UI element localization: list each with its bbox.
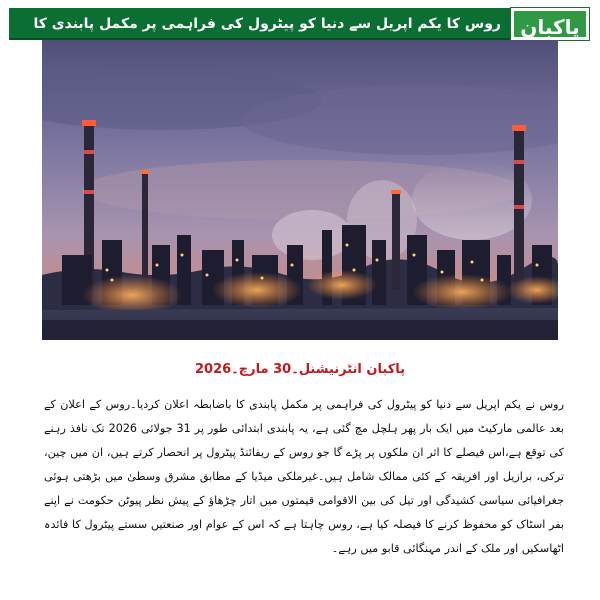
dateline: پاکبان انٹرنیشنل۔30 مارچ۔2026 xyxy=(194,362,406,377)
article-body: روس نے یکم اپریل سے دنیا کو پیٹرول کی فراہمی پر مکمل پابندی کا باضابطہ اعلان کردیا۔روس کے اعلان کے بعد عالمی مارکیٹ میں ایک بار پھر ہلچل مچ گئی ہے، یہ پابندی ابتدائی طور پر 31 جولائی 2026 تک نافذ رہنے کی توقع ہے،اس فیصلے کا اثر ان ملکوں پر پڑے گا جو روس کے ریفائنڈ پیٹرول پر انحصار کرتے ہیں، ان میں چین، ترکی، برازیل اور افریقہ کے کئی ممالک شامل ہیں۔غیرملکی میڈیا کے مطابق مشرق وسطیٰ میں بڑھتی ہوئی جغرافیائی سیاسی کشیدگی اور تیل کی بین الاقوامی قیمتوں میں اتار چڑھاؤ کے پیش نظر پیوٹن حکومت نے اپنے بفر اسٹاک کو محفوظ کرنے کا فیصلہ کیا ہے، روس چاہتا ہے کہ اس کے عوام اور صنعتیں سستے پیٹرول کا فائدہ اٹھاسکیں اور ملک کے اندر مہنگائی قابو میں رہے۔ xyxy=(44,398,564,555)
refinery-photo xyxy=(42,40,558,340)
headline: روس کا یکم اپریل سے دنیا کو پیٹرول کی فراہمی پر مکمل پابندی کا xyxy=(9,8,511,40)
brand-logo[interactable]: پاکبان xyxy=(511,8,589,40)
header-bar xyxy=(9,8,589,40)
